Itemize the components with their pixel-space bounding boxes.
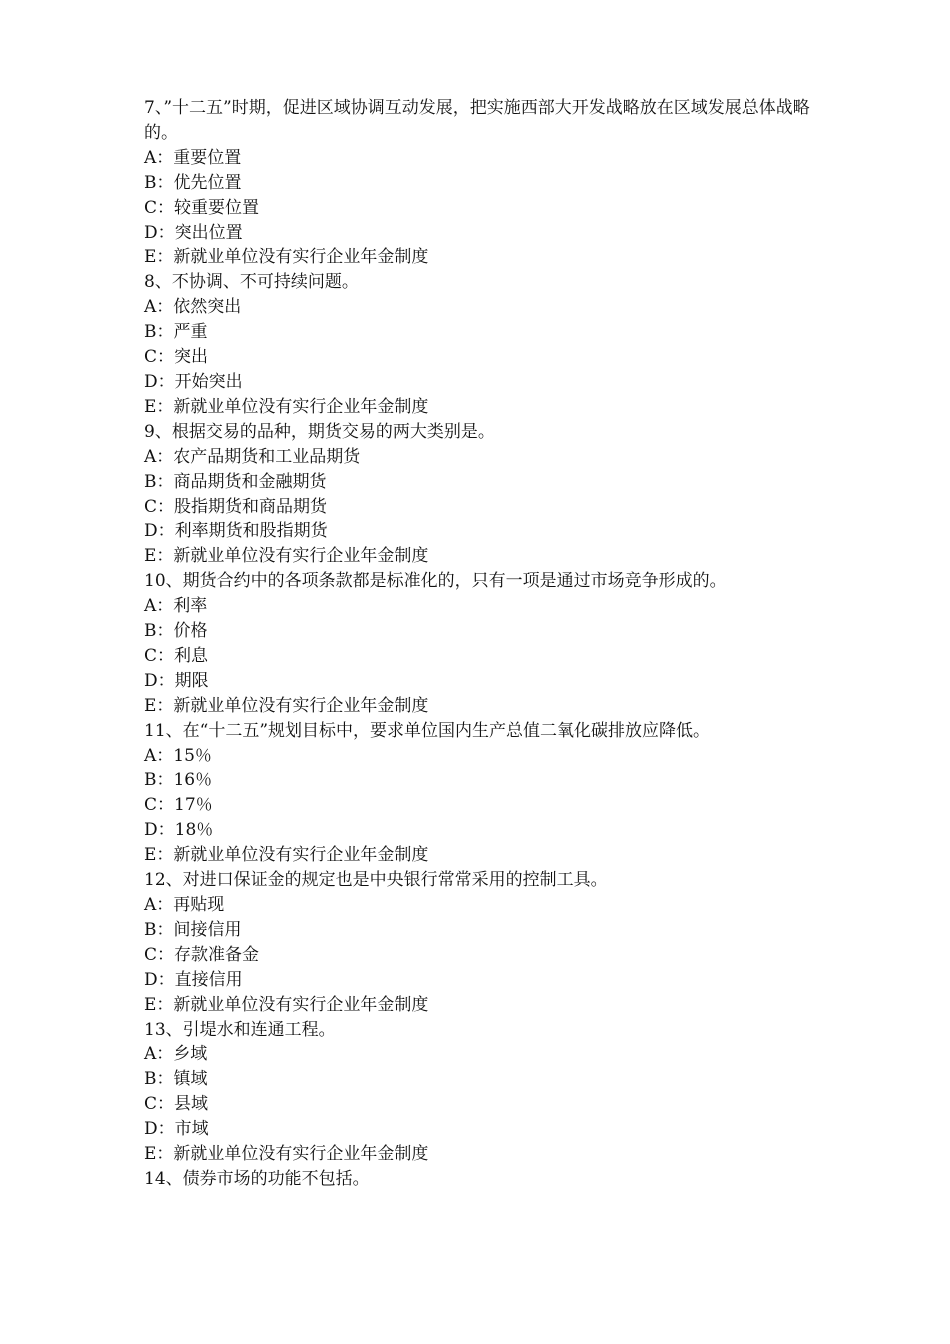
option-b: B：间接信用 — [144, 919, 242, 940]
option-c: C：利息 — [144, 645, 209, 666]
option-e: E：新就业单位没有实行企业年金制度 — [144, 396, 429, 417]
option-e: E：新就业单位没有实行企业年金制度 — [144, 695, 429, 716]
option-e: E：新就业单位没有实行企业年金制度 — [144, 845, 429, 866]
option-d: D：突出位置 — [144, 222, 243, 243]
question-stem: 12、对进口保证金的规定也是中央银行常常采用的控制工具。 — [144, 870, 608, 891]
question-stem: 11、在“十二五”规划目标中，要求单位国内生产总值二氧化碳排放应降低。 — [144, 720, 711, 741]
option-a: A：15％ — [144, 745, 212, 766]
option-e: E：新就业单位没有实行企业年金制度 — [144, 1144, 429, 1165]
question-10 — [144, 569, 824, 718]
question-8 — [144, 270, 824, 419]
option-d: D：期限 — [144, 670, 209, 691]
option-a: A：利率 — [144, 596, 208, 617]
option-b: B：优先位置 — [144, 172, 242, 193]
option-b: B：16％ — [144, 770, 213, 791]
question-12 — [144, 868, 824, 1017]
option-b: B：商品期货和金融期货 — [144, 471, 327, 492]
question-stem: 8、不协调、不可持续问题。 — [144, 272, 359, 293]
option-b: B：镇域 — [144, 1069, 208, 1090]
option-c: C：突出 — [144, 347, 209, 368]
option-e: E：新就业单位没有实行企业年金制度 — [144, 247, 429, 268]
option-d: D：18％ — [144, 820, 214, 841]
option-c: C：17％ — [144, 795, 213, 816]
question-stem: 14、债券市场的功能不包括。 — [144, 1168, 370, 1189]
option-a: A：依然突出 — [144, 297, 242, 318]
option-d: D：利率期货和股指期货 — [144, 521, 328, 542]
question-11 — [144, 719, 824, 868]
option-a: A：乡域 — [144, 1044, 208, 1065]
question-9 — [144, 420, 824, 569]
option-e: E：新就业单位没有实行企业年金制度 — [144, 994, 429, 1015]
option-d: D：开始突出 — [144, 371, 243, 392]
question-stem: 10、期货合约中的各项条款都是标准化的，只有一项是通过市场竞争形成的。 — [144, 571, 727, 592]
question-stem: 9、根据交易的品种，期货交易的两大类别是。 — [144, 421, 495, 442]
option-c: C：股指期货和商品期货 — [144, 496, 328, 517]
question-14 — [144, 1167, 824, 1192]
option-e: E：新就业单位没有实行企业年金制度 — [144, 546, 429, 567]
option-d: D：市域 — [144, 1119, 209, 1140]
option-b: B：严重 — [144, 322, 208, 343]
option-a: A：农产品期货和工业品期货 — [144, 446, 361, 467]
option-c: C：存款准备金 — [144, 944, 260, 965]
option-b: B：价格 — [144, 621, 208, 642]
option-c: C：较重要位置 — [144, 197, 260, 218]
question-13 — [144, 1018, 824, 1167]
option-a: A：重要位置 — [144, 147, 242, 168]
option-d: D：直接信用 — [144, 969, 243, 990]
option-a: A：再贴现 — [144, 895, 225, 915]
option-c: C：县域 — [144, 1094, 209, 1115]
document-page — [144, 96, 824, 1192]
question-stem: 7、”十二五”时期，促进区域协调互动发展，把实施西部大开发战略放在区域发展总体战略的。 — [144, 98, 810, 143]
question-7 — [144, 96, 824, 270]
question-stem: 13、引堤水和连通工程。 — [144, 1019, 336, 1040]
